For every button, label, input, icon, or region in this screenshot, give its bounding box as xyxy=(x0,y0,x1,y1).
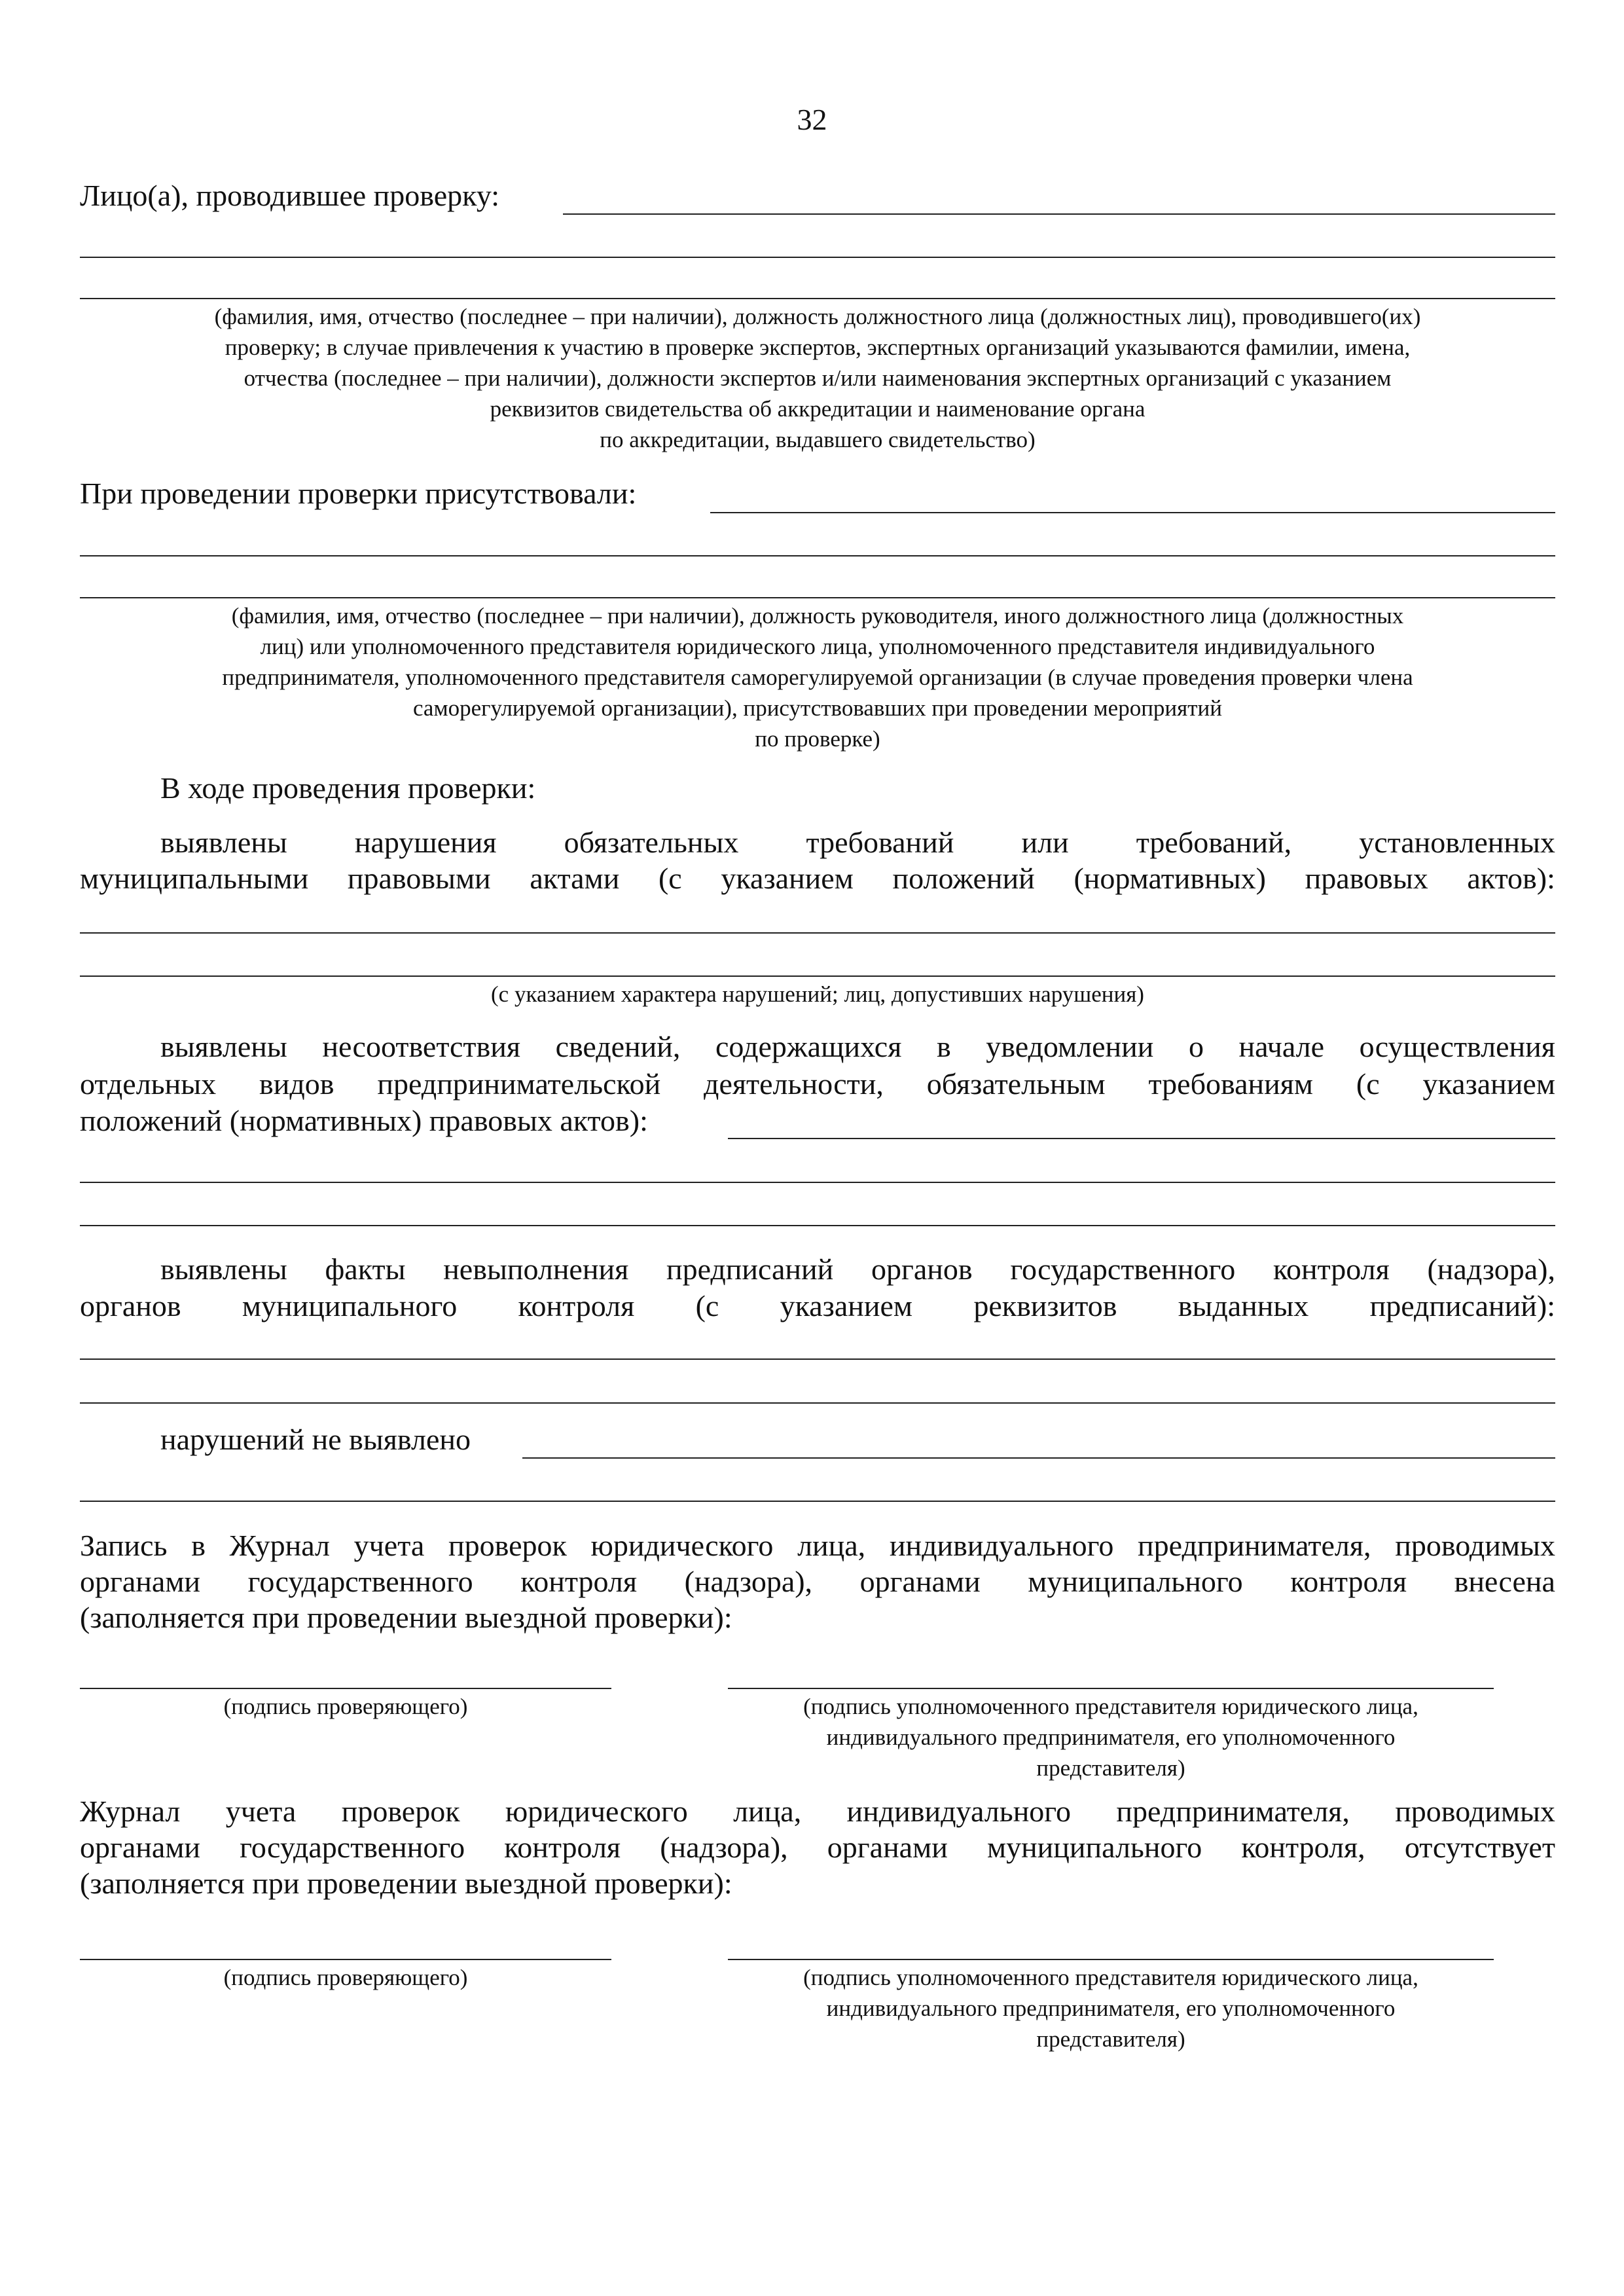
inspector-note-line: по аккредитации, выдавшего свидетельство) xyxy=(600,427,1036,452)
violations-field-line-2[interactable] xyxy=(80,975,1555,977)
mismatch-line-3: положений (нормативных) правовых актов): xyxy=(80,1104,648,1137)
caption-line: индивидуального предпринимателя, его уполномоченного xyxy=(826,1995,1396,2021)
violations-line-2 xyxy=(80,860,1555,898)
word: выявлены xyxy=(160,1252,287,1286)
inspector-label: Лицо(а), проводившее проверку: xyxy=(80,179,500,212)
present-note-line: саморегулируемой организации), присутствовавших при проведении мероприятий xyxy=(412,695,1223,721)
word: видов xyxy=(259,1067,334,1101)
word: муниципального xyxy=(242,1289,458,1322)
journal-absent-line-1 xyxy=(80,1793,1555,1831)
word: положений xyxy=(892,862,1035,895)
mismatch-field-line-3[interactable] xyxy=(80,1225,1555,1226)
journal-entry-representative-signature-line[interactable] xyxy=(728,1688,1494,1689)
journal-absent-inspector-signature-caption: (подпись проверяющего) xyxy=(223,1965,468,1990)
word: государственного xyxy=(240,1831,465,1864)
word: органами xyxy=(80,1831,201,1864)
word: начале xyxy=(1238,1030,1325,1063)
no-violations-label: нарушений не выявлено xyxy=(160,1423,471,1456)
word: контроля xyxy=(504,1831,621,1864)
word: учета xyxy=(353,1529,425,1562)
word: Журнал xyxy=(80,1795,181,1828)
findings-heading: В ходе проведения проверки: xyxy=(160,771,536,805)
inspector-field-line-3[interactable] xyxy=(80,298,1555,299)
word: государственного xyxy=(1010,1252,1236,1286)
word: требований xyxy=(806,826,954,859)
word: выданных xyxy=(1178,1289,1309,1322)
caption-line: представителя) xyxy=(1036,1755,1185,1781)
journal-absent-representative-signature-line[interactable] xyxy=(728,1959,1494,1960)
word: отдельных xyxy=(80,1067,217,1101)
word: требований, xyxy=(1136,826,1292,859)
no-violations-field-line-2[interactable] xyxy=(80,1501,1555,1502)
word: деятельности, xyxy=(704,1067,884,1101)
word: контроля xyxy=(520,1565,637,1598)
word: сведений, xyxy=(555,1030,681,1063)
mismatch-line-1 xyxy=(160,1028,1555,1066)
word: или xyxy=(1021,826,1069,859)
word: выявлены xyxy=(160,1030,287,1063)
word: лица, xyxy=(797,1529,866,1562)
inspector-field-line-1[interactable] xyxy=(563,213,1555,215)
word: (с xyxy=(658,862,682,895)
caption-line: (подпись уполномоченного представителя юридического лица, xyxy=(803,1965,1418,1990)
word: индивидуального xyxy=(889,1529,1114,1562)
word: проводимых xyxy=(1395,1529,1555,1562)
word: органов xyxy=(871,1252,973,1286)
word: (надзора), xyxy=(660,1831,788,1864)
word: о xyxy=(1188,1030,1204,1063)
word: несоответствия xyxy=(322,1030,520,1063)
caption-line: индивидуального предпринимателя, его уполномоченного xyxy=(826,1724,1396,1750)
word: осуществления xyxy=(1359,1030,1555,1063)
word: проверок xyxy=(448,1529,567,1562)
journal-entry-line-2 xyxy=(80,1563,1555,1601)
inspector-field-line-2[interactable] xyxy=(80,257,1555,258)
word: контроля xyxy=(1272,1252,1390,1286)
violations-note: (с указанием характера нарушений; лиц, допустивших нарушения) xyxy=(491,981,1144,1007)
word: содержащихся xyxy=(715,1030,902,1063)
word: отсутствует xyxy=(1404,1831,1555,1864)
word: нарушения xyxy=(354,826,497,859)
word: органами xyxy=(80,1565,201,1598)
word: правовыми xyxy=(347,862,491,895)
word: (с xyxy=(695,1289,719,1322)
page-number: 32 xyxy=(797,103,827,136)
word: внесена xyxy=(1454,1565,1555,1598)
present-label: При проведении проверки присутствовали: xyxy=(80,477,637,510)
word: муниципальными xyxy=(80,862,309,895)
mismatch-field-line-2[interactable] xyxy=(80,1182,1555,1183)
inspector-note-line: проверку; в случае привлечения к участию в проверке экспертов, экспертных организаций указываются фамилии, имена, xyxy=(225,335,1411,360)
word: актами xyxy=(530,862,620,895)
present-note-line: лиц) или уполномоченного представителя юридического лица, уполномоченного представителя индивидуального xyxy=(260,634,1375,659)
inspector-note-line: отчества (последнее – при наличии), должности экспертов и/или наименования экспертных организаций с указанием xyxy=(244,365,1392,391)
word: юридического xyxy=(505,1795,688,1828)
word: уведомлении xyxy=(986,1030,1154,1063)
present-note-line: предпринимателя, уполномоченного представителя саморегулируемой организации (в случае проведения проверки члена xyxy=(222,665,1413,690)
caption-line: (подпись уполномоченного представителя юридического лица, xyxy=(803,1694,1418,1719)
word: контроля xyxy=(1290,1565,1407,1598)
mismatch-field-line-1[interactable] xyxy=(728,1138,1555,1139)
word: обязательным xyxy=(926,1067,1106,1101)
word: контроля, xyxy=(1241,1831,1365,1864)
word: предпринимателя, xyxy=(1138,1529,1371,1562)
word: контроля xyxy=(518,1289,635,1322)
word: юридического xyxy=(590,1529,774,1562)
present-field-line-2[interactable] xyxy=(80,555,1555,556)
orders-line-2 xyxy=(80,1287,1555,1325)
word: выявлены xyxy=(160,826,287,859)
word: в xyxy=(191,1529,206,1562)
word: реквизитов xyxy=(973,1289,1117,1322)
orders-field-line-2[interactable] xyxy=(80,1402,1555,1404)
word: (с xyxy=(1356,1067,1380,1101)
journal-entry-line-1 xyxy=(80,1527,1555,1565)
word: указанием xyxy=(780,1289,913,1322)
word: невыполнения xyxy=(443,1252,629,1286)
word: органами xyxy=(827,1831,948,1864)
word: Журнал xyxy=(229,1529,330,1562)
inspector-note xyxy=(80,301,1555,455)
journal-entry-representative-signature-caption xyxy=(715,1691,1507,1783)
journal-entry-inspector-signature-caption: (подпись проверяющего) xyxy=(223,1694,468,1719)
inspector-note-line: реквизитов свидетельства об аккредитации и наименование органа xyxy=(490,396,1146,422)
word: органами xyxy=(859,1565,981,1598)
word: учета xyxy=(225,1795,297,1828)
word: обязательных xyxy=(564,826,739,859)
journal-absent-line-3: (заполняется при проведении выездной проверки): xyxy=(80,1867,732,1900)
no-violations-field-line-1[interactable] xyxy=(522,1457,1555,1459)
word: муниципального xyxy=(1028,1565,1243,1598)
caption-line: представителя) xyxy=(1036,2026,1185,2052)
present-field-line-1[interactable] xyxy=(710,512,1555,513)
word: указанием xyxy=(721,862,854,895)
word: актов): xyxy=(1467,862,1555,895)
word: государственного xyxy=(247,1565,473,1598)
word: (надзора), xyxy=(1427,1252,1555,1286)
orders-field-line-1[interactable] xyxy=(80,1358,1555,1360)
word: установленных xyxy=(1359,826,1555,859)
word: в xyxy=(936,1030,951,1063)
present-field-line-3[interactable] xyxy=(80,597,1555,598)
present-note xyxy=(80,600,1555,754)
word: проводимых xyxy=(1395,1795,1555,1828)
word: проверок xyxy=(341,1795,460,1828)
word: предпринимательской xyxy=(377,1067,661,1101)
word: правовых xyxy=(1305,862,1428,895)
word: (надзора), xyxy=(684,1565,813,1598)
word: лица, xyxy=(733,1795,802,1828)
journal-entry-line-3: (заполняется при проведении выездной проверки): xyxy=(80,1601,732,1634)
mismatch-line-2 xyxy=(80,1065,1555,1103)
journal-absent-representative-signature-caption xyxy=(715,1962,1507,2054)
journal-absent-inspector-signature-line[interactable] xyxy=(80,1959,611,1960)
word: предписаний): xyxy=(1369,1289,1555,1322)
inspector-note-line: (фамилия, имя, отчество (последнее – при наличии), должность должностного лица (должностных лиц), проводившего(их) xyxy=(214,304,1421,329)
orders-line-1 xyxy=(160,1250,1555,1288)
word: предписаний xyxy=(666,1252,834,1286)
word: факты xyxy=(325,1252,406,1286)
word: предпринимателя, xyxy=(1116,1795,1350,1828)
present-note-line: (фамилия, имя, отчество (последнее – при наличии), должность руководителя, иного должностного лица (должностных xyxy=(231,603,1404,629)
violations-line-1 xyxy=(160,824,1555,862)
journal-entry-inspector-signature-line[interactable] xyxy=(80,1688,611,1689)
word: требованиям xyxy=(1148,1067,1314,1101)
word: (нормативных) xyxy=(1074,862,1266,895)
word: Запись xyxy=(80,1529,168,1562)
word: указанием xyxy=(1422,1067,1555,1101)
word: индивидуального xyxy=(846,1795,1072,1828)
present-note-line: по проверке) xyxy=(755,726,880,752)
violations-field-line-1[interactable] xyxy=(80,932,1555,934)
word: органов xyxy=(80,1289,181,1322)
journal-absent-line-2 xyxy=(80,1829,1555,1867)
word: муниципального xyxy=(986,1831,1202,1864)
